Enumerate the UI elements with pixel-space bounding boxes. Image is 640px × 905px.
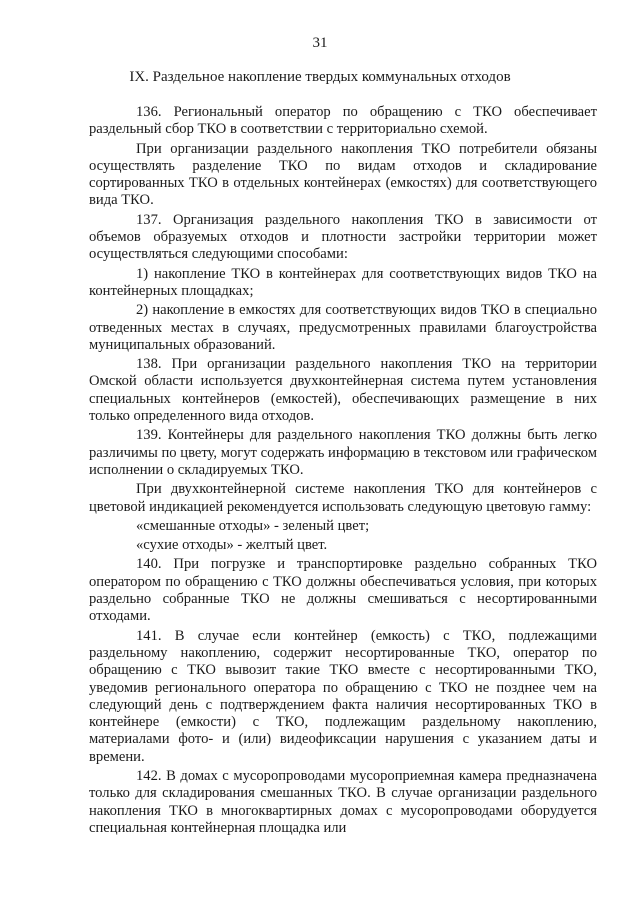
color-item-mixed: «смешанные отходы» - зеленый цвет; xyxy=(136,517,370,534)
paragraph-139: 139. Контейнеры для раздельного накопления ТКО должны быть легко различимы по цвету, могут содержать информацию в текстовом или графическом исполнении о складируемых ТКО. xyxy=(89,427,597,478)
section-heading: IX. Раздельное накопление твердых коммунальных отходов xyxy=(129,69,511,85)
paragraph-140: 140. При погрузке и транспортировке раздельно собранных ТКО оператором по обращению с ТКО должны обеспечиваться условия, при которых раздельно собранные ТКО не должны смешиваться с несортированными отходами. xyxy=(89,556,597,625)
paragraph-137-item-2: 2) накопление в емкостях для соответствующих видов ТКО в специально отведенных местах в случаях, предусмотренных правилами благоустройства муниципальных образований. xyxy=(89,302,597,353)
paragraph-138: 138. При организации раздельного накопления ТКО на территории Омской области используется двухконтейнерная система путем установления специальных контейнеров (емкостей), обеспечивающих размещение в них только определенного вида отходов. xyxy=(89,356,597,425)
color-item-dry: «сухие отходы» - желтый цвет. xyxy=(136,537,328,554)
paragraph-136: 136. Региональный оператор по обращению с ТКО обеспечивает раздельный сбор ТКО в соответствии с территориально схемой. xyxy=(89,104,597,138)
paragraph-142: 142. В домах с мусоропроводами мусороприемная камера предназначена только для складирования смешанных ТКО. В случае организации раздельного накопления ТКО в многоквартирных домах с мусоропроводами оборудуется специальная контейнерная площадка или xyxy=(89,767,597,836)
paragraph-137: 137. Организация раздельного накопления ТКО в зависимости от объемов образуемых отходов и плотности застройки территории может осуществляться следующими способами: xyxy=(89,211,597,263)
paragraph-141: 141. В случае если контейнер (емкость) с ТКО, подлежащими раздельному накоплению, содержит несортированные ТКО, оператор по обращению с ТКО вывозит такие ТКО вместе с несортированными ТКО, уведомив регионального оператора по обращению с ТКО не позднее чем на следующий день с подтверждением факта наличия несортированных ТКО в контейнере (емкости) с ТКО, подлежащим раздельному накоплению, материалами фото- и (или) видеофиксации нарушения с указанием даты и времени. xyxy=(89,627,597,765)
page-number: 31 xyxy=(312,35,328,51)
document-body xyxy=(89,104,597,837)
paragraph-139-colors: При двухконтейнерной системе накопления ТКО для контейнеров с цветовой индикацией рекомендуется использовать следующую цветовую гамму: xyxy=(89,481,597,515)
paragraph-137-item-1: 1) накопление ТКО в контейнерах для соответствующих видов ТКО на контейнерных площадках; xyxy=(89,265,597,299)
paragraph-136-separation: При организации раздельного накопления ТКО потребители обязаны осуществлять разделение ТКО по видам отходов и складирование сортированных ТКО в отдельных контейнерах (емкостях) для соответствующего вида ТКО. xyxy=(89,140,597,209)
